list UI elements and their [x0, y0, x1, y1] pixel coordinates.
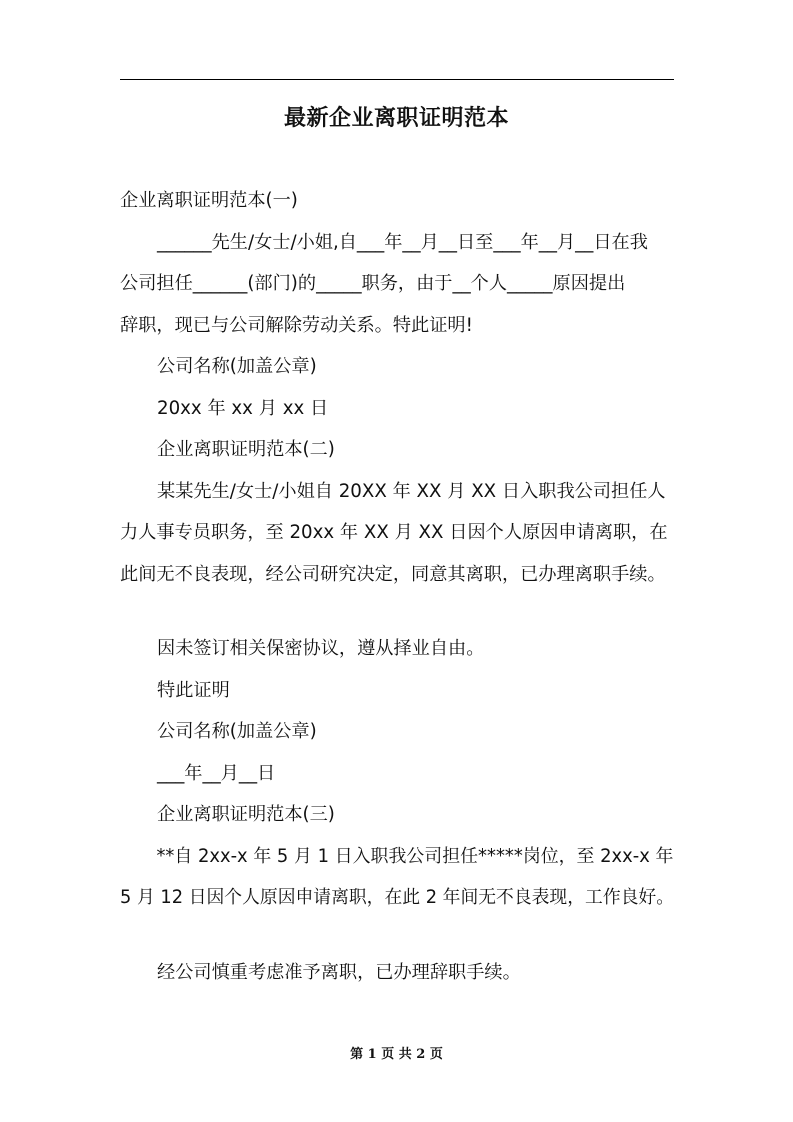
paragraph-line: 力人事专员职务，至 20xx 年 XX 月 XX 日因个人原因申请离职，在 [120, 522, 668, 543]
company-name-line: 公司名称(加盖公章) [157, 721, 317, 742]
paragraph-line: **自 2xx-x 年 5 月 1 日入职我公司担任*****岗位，至 2xx-x 年 [156, 845, 674, 867]
paragraph-line: 因未签订相关保密协议，遵从择业自由。 [157, 638, 485, 659]
section-heading-1: 企业离职证明范本(一) [120, 190, 298, 211]
company-name-line: 公司名称(加盖公章) [157, 356, 317, 377]
paragraph-line: 经公司慎重考虑准予离职，已办理辞职手续。 [157, 961, 521, 983]
page-number-footer: 第 1 页 共 2 页 [350, 1047, 443, 1062]
paragraph-line: 特此证明 [157, 679, 230, 701]
paragraph-line: 此间无不良表现，经公司研究决定，同意其离职，已办理离职手续。 [120, 563, 666, 585]
paragraph-line: 辞职，现已与公司解除劳动关系。特此证明! [120, 314, 473, 336]
date-line: 20xx 年 xx 月 xx 日 [157, 397, 329, 419]
document-body [120, 182, 690, 995]
section-heading-3: 企业离职证明范本(三) [157, 804, 335, 825]
paragraph-line: 某某先生/女士/小姐自 20XX 年 XX 月 XX 日入职我公司担任人 [157, 480, 666, 502]
paragraph-line: 5 月 12 日因个人原因申请离职，在此 2 年间无不良表现，工作良好。 [120, 887, 674, 908]
paragraph-line: 公司担任______(部门)的_____职务，由于__个人_____原因提出 [120, 273, 626, 294]
paragraph-line: ______先生/女士/小姐,自___年__月__日至___年__月__日在我 [157, 231, 648, 253]
header-rule [120, 79, 674, 80]
document-title: 最新企业离职证明范本 [283, 106, 509, 131]
section-heading-2: 企业离职证明范本(二) [157, 439, 335, 460]
date-line: ___年__月__日 [157, 762, 276, 784]
